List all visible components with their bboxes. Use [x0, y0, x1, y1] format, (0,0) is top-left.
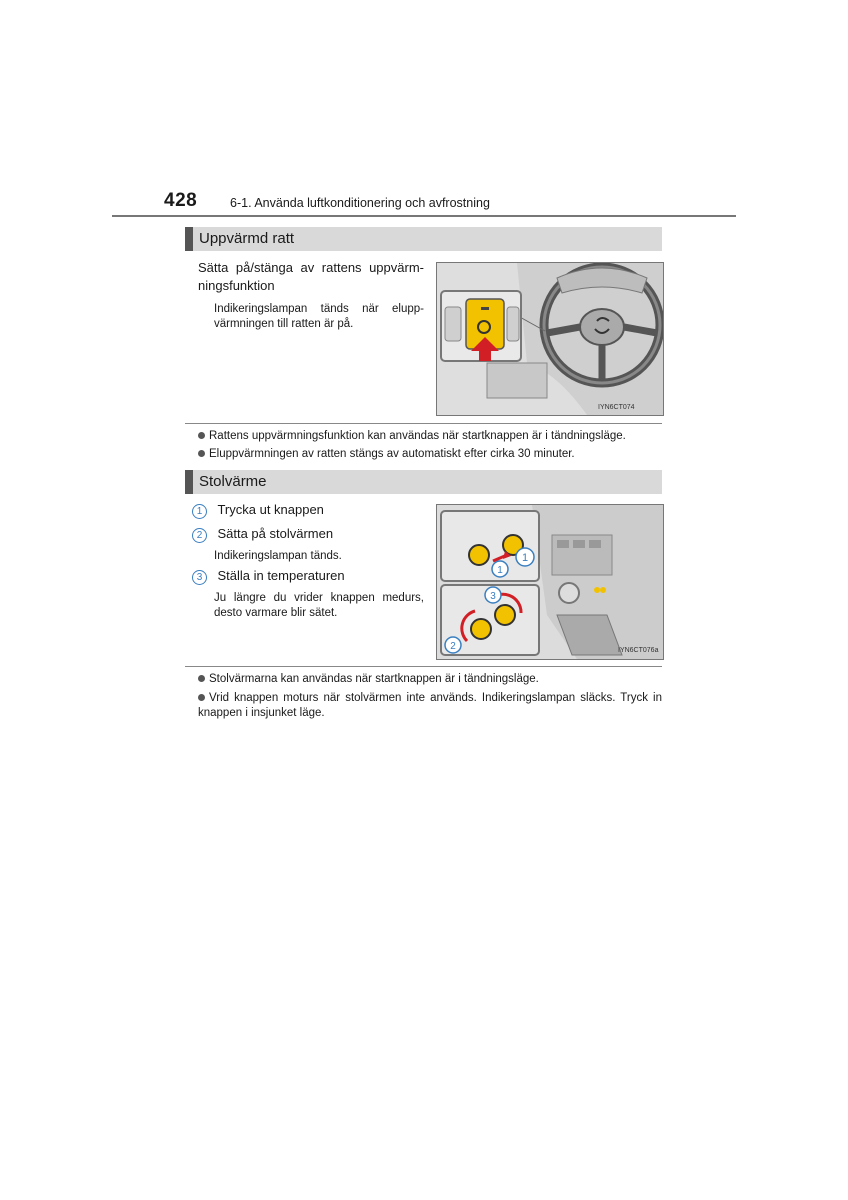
section-heading-heated-wheel — [185, 227, 662, 251]
step-label: Trycka ut knappen — [217, 502, 324, 517]
chapter-title: 6-1. Använda luftkonditionering och avfrostning — [230, 196, 490, 210]
heated-wheel-instruction: Sätta på/stänga av rattens uppvärm-ningsfunktion — [198, 260, 424, 293]
bullet-icon — [198, 694, 205, 701]
bullet-icon — [198, 432, 205, 439]
bullet-text: Eluppvärmningen av ratten stängs av automatiskt efter cirka 30 minuter. — [209, 448, 575, 460]
image-code: IYN6CT074 — [598, 404, 635, 411]
bullet-text: Stolvärmarna kan användas när startknappen är i tändningsläge. — [209, 673, 539, 685]
bullet-note — [198, 447, 662, 462]
bullet-note — [198, 672, 662, 687]
step-label: Sätta på stolvärmen — [217, 526, 334, 541]
image-code: IYN6CT076a — [618, 647, 659, 654]
bullet-icon — [198, 450, 205, 457]
bullet-text: Vrid knappen moturs när stolvärmen inte används. Indikeringslampan släcks. Tryck in knappen i insjunket läge. — [198, 692, 662, 719]
step-label: Ställa in temperaturen — [217, 568, 345, 583]
step-number: 1 — [192, 504, 207, 519]
bullet-text: Rattens uppvärmningsfunktion kan användas när startknappen är i tändningsläge. — [209, 430, 626, 442]
svg-text:3: 3 — [490, 591, 496, 602]
svg-text:1: 1 — [521, 552, 529, 564]
section-heading-seat-heater — [185, 470, 662, 494]
section-title: Uppvärmd ratt — [199, 230, 295, 247]
step-2-note: Indikeringslampan tänds. — [214, 550, 342, 562]
steering-wheel-illustration — [436, 262, 664, 416]
divider — [185, 666, 662, 667]
bullet-note — [198, 429, 662, 444]
page-number: 428 — [164, 190, 198, 211]
bullet-note — [198, 691, 662, 721]
section-title: Stolvärme — [199, 473, 267, 490]
step-2 — [192, 525, 333, 543]
step-3 — [192, 567, 345, 585]
step-number: 3 — [192, 570, 207, 585]
header-divider — [112, 215, 736, 217]
step-number: 2 — [192, 528, 207, 543]
step-1 — [192, 501, 324, 519]
svg-text:2: 2 — [450, 641, 456, 652]
svg-text:1: 1 — [497, 565, 503, 576]
divider — [185, 423, 662, 424]
heated-wheel-indicator-note: Indikeringslampan tänds när elupp-värmningen till ratten är på. — [214, 303, 424, 330]
step-3-note: Ju längre du vrider knappen medurs, desto varmare blir sätet. — [214, 592, 424, 619]
seat-heater-illustration — [436, 504, 664, 660]
bullet-icon — [198, 675, 205, 682]
